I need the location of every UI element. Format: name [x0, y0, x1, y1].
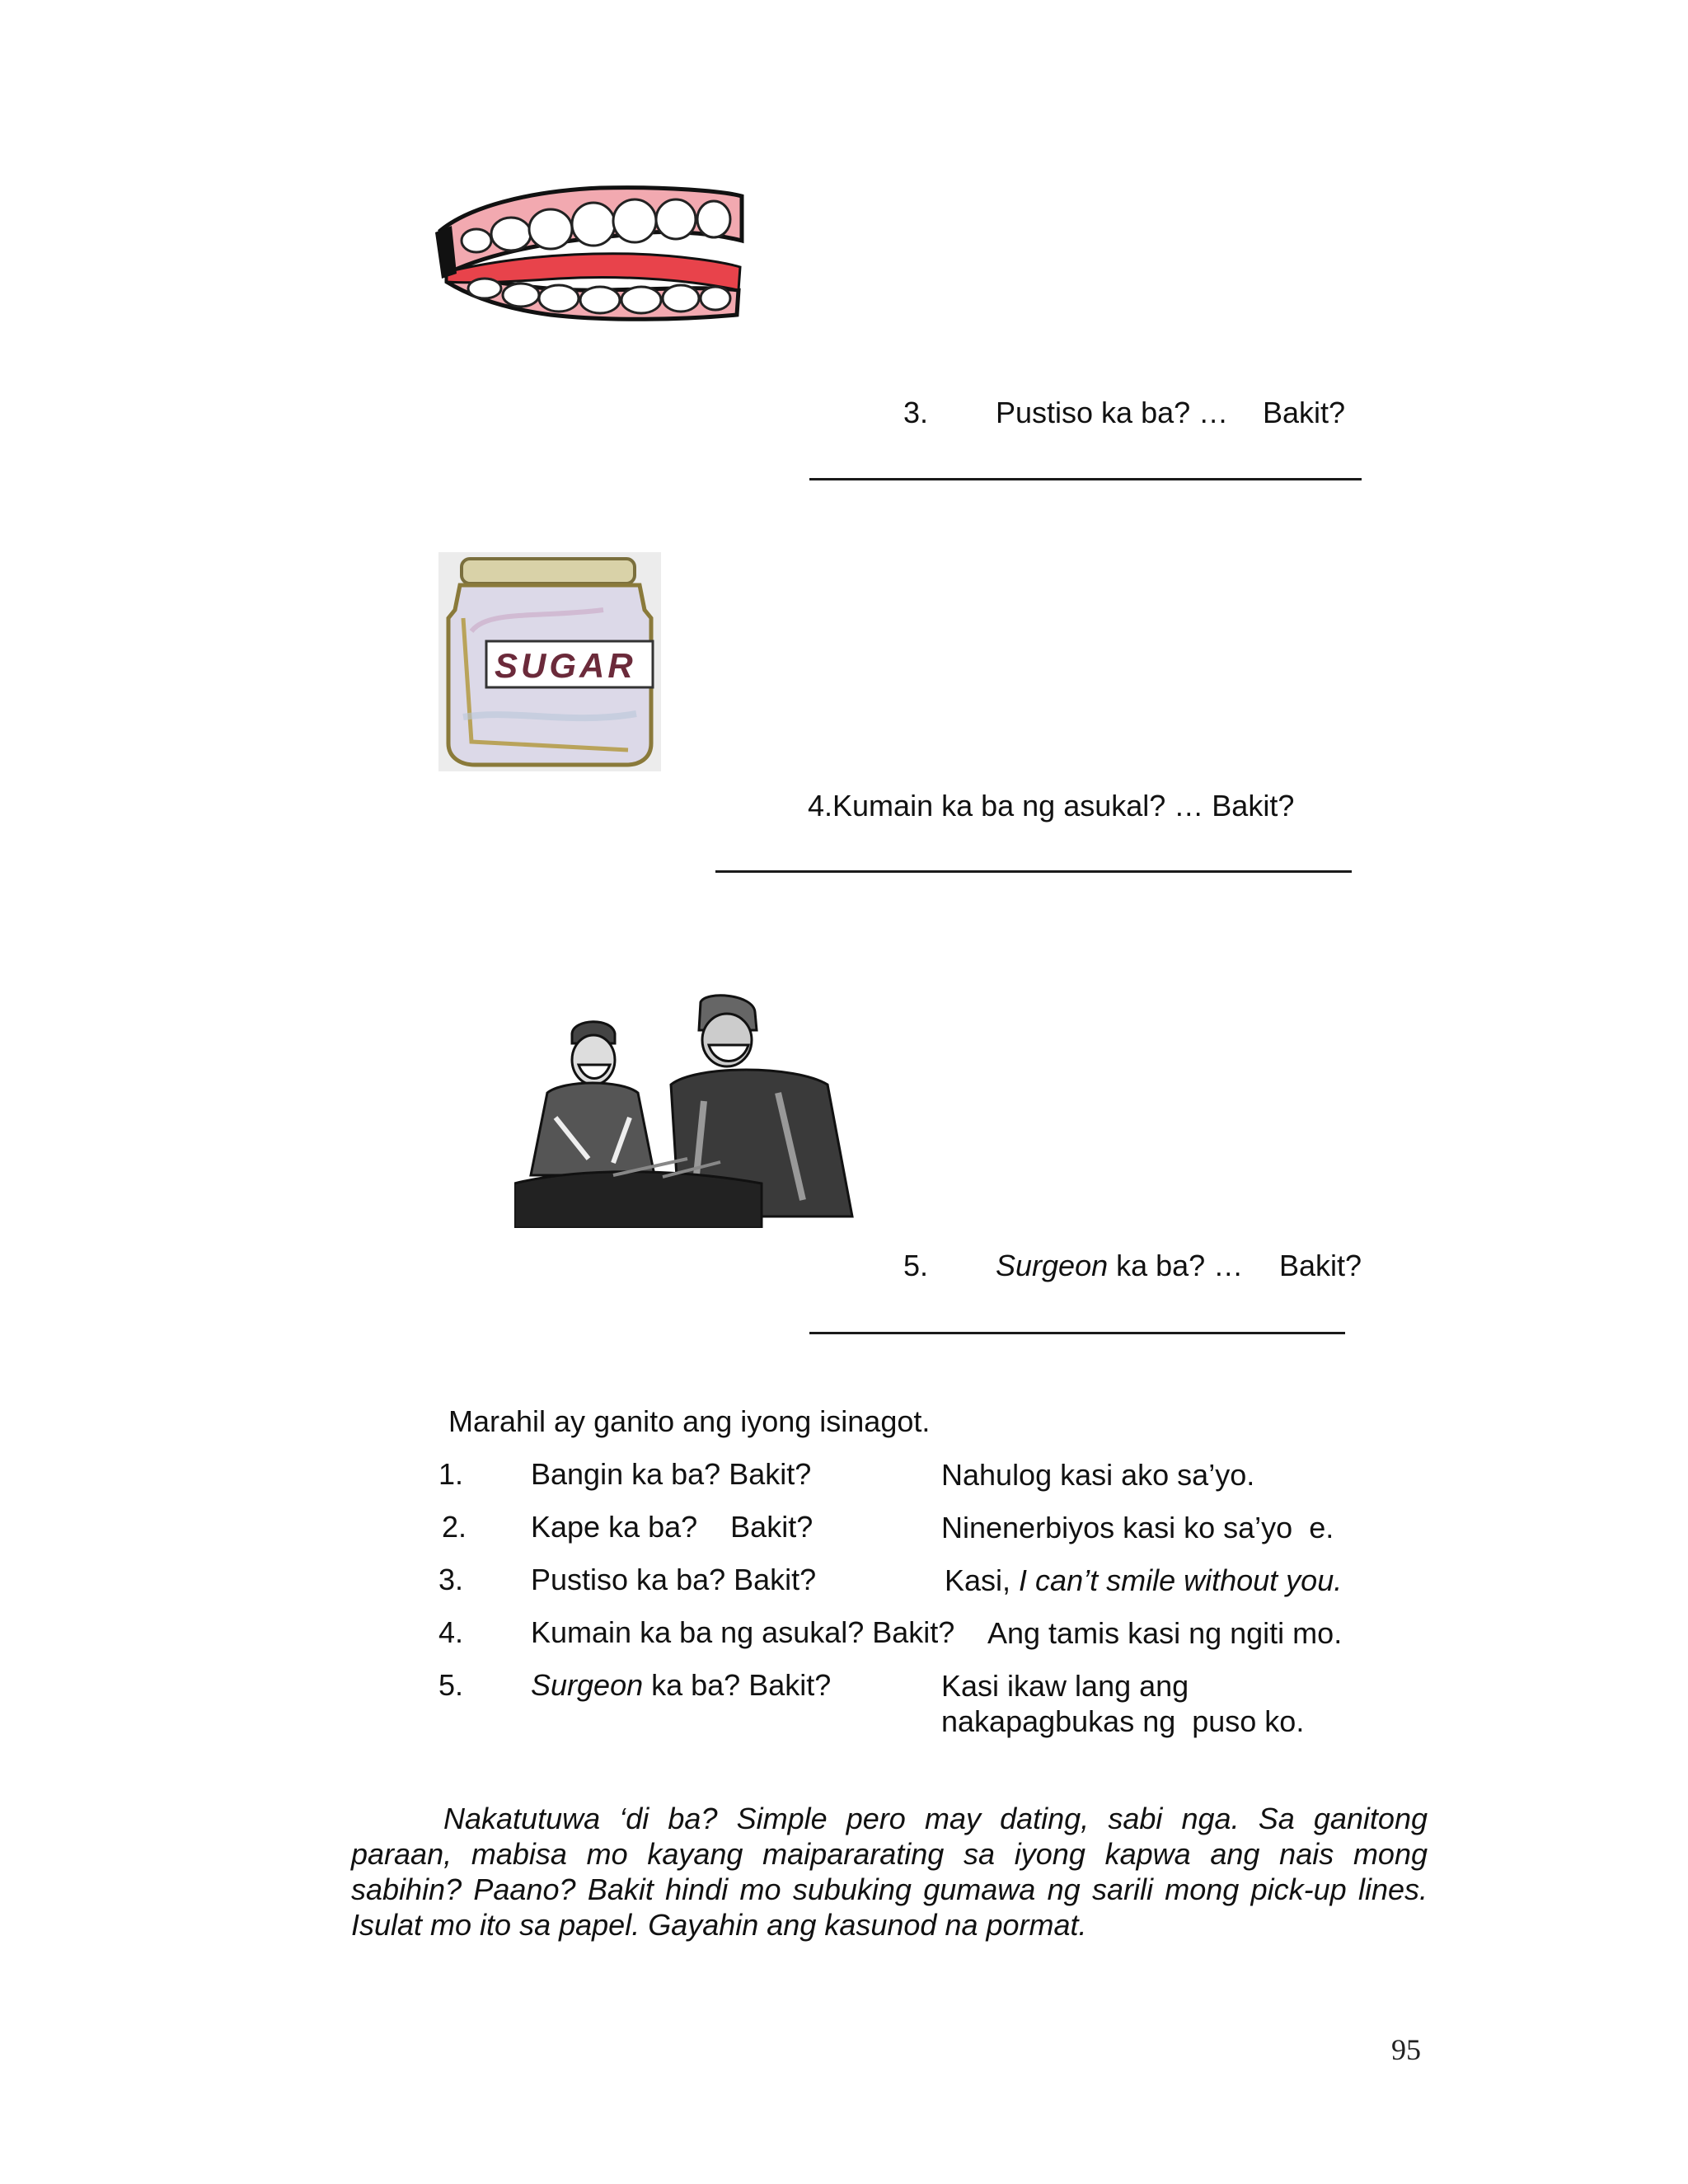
answer-row-number: 3. [438, 1563, 464, 1596]
answer-line-3 [809, 478, 1362, 480]
question-5-emph: Surgeon [996, 1249, 1109, 1282]
answer-row-question: Pustiso ka ba? Bakit? [531, 1563, 817, 1596]
paragraph-text: Nakatutuwa ‘di ba? Simple pero may dating, sabi nga. Sa ganitong paraan, mabisa mo kayang maipararating sa iyong kapwa ang nais mong sabihin? Paano? Bakit hindi mo subuking gumawa ng sarili mong pick-up lines. Isulat mo ito sa papel. Gayahin ang kasunod na pormat. [351, 1802, 1428, 1942]
question-3-text [996, 395, 1228, 430]
answer-row-answer: Ang tamis kasi ng ngiti mo. [987, 1616, 1343, 1650]
answer-line-2: nakapagbukas ng puso ko. [941, 1704, 1305, 1739]
answer-row-answer [941, 1668, 1304, 1739]
page-number: 95 [1391, 2033, 1421, 2066]
question-5-bakit: Bakit? [1279, 1249, 1362, 1282]
question-3-bakit: Bakit? [1263, 396, 1346, 429]
answer-row-answer: Nahulog kasi ako sa’yo. [941, 1458, 1255, 1492]
answer-line-5 [809, 1332, 1345, 1334]
question-3-question: Pustiso ka ba? … [996, 396, 1229, 429]
answer-row-number: 4. [438, 1615, 464, 1649]
answer-row-question: Kape ka ba? Bakit? [531, 1510, 814, 1544]
answer-prefix: Kasi, [945, 1563, 1020, 1597]
sugar-label-text: SUGAR [495, 646, 636, 685]
question-5-number: 5. [903, 1249, 929, 1282]
question-4-text: 4.Kumain ka ba ng asukal? … Bakit? [808, 789, 1295, 823]
closing-paragraph [351, 1801, 1428, 1943]
answer-row-question [531, 1668, 831, 1703]
answer-row-answer: Ninenerbiyos kasi ko sa’yo e. [941, 1511, 1334, 1544]
question-5-text [996, 1248, 1243, 1283]
answer-question-rest: ka ba? Bakit? [643, 1668, 832, 1702]
question-3-number: 3. [903, 396, 929, 429]
answer-row-number: 2. [442, 1510, 467, 1544]
answer-row-number: 1. [438, 1457, 464, 1491]
question-5-rest: ka ba? … [1108, 1249, 1244, 1282]
answer-line-1: Kasi ikaw lang ang [941, 1669, 1189, 1703]
question-3 [903, 395, 928, 430]
sugar-jar-illustration [438, 552, 661, 771]
answer-question-emph: Surgeon [531, 1668, 644, 1702]
answer-row-question: Bangin ka ba? Bakit? [531, 1457, 812, 1491]
surgeons-illustration [514, 994, 860, 1228]
teeth-illustration [435, 183, 747, 323]
answer-line-4 [715, 870, 1352, 873]
answer-row-question: Kumain ka ba ng asukal? Bakit? [531, 1615, 955, 1649]
answer-key-intro: Marahil ay ganito ang iyong isinagot. [448, 1404, 931, 1438]
answer-row-answer [945, 1563, 1342, 1598]
answer-row-number: 5. [438, 1668, 464, 1702]
answer-emph: I can’t smile without you. [1019, 1563, 1343, 1597]
